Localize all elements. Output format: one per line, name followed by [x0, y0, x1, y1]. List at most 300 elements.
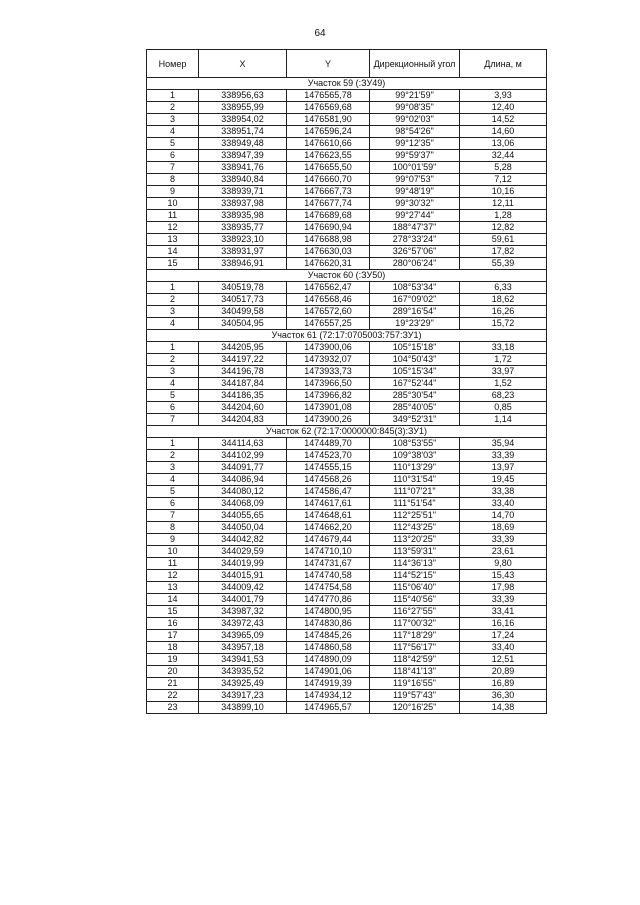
- cell-y: 1474679,44: [287, 534, 370, 546]
- header-x: X: [199, 50, 287, 78]
- cell-y: 1476630,03: [287, 246, 370, 258]
- table-row: [147, 462, 547, 474]
- table-row: [147, 678, 547, 690]
- cell-y: 1474662,20: [287, 522, 370, 534]
- cell-number: 15: [147, 258, 199, 270]
- table-row: [147, 390, 547, 402]
- cell-number: 2: [147, 354, 199, 366]
- cell-direction-angle: 99°07'53": [370, 174, 460, 186]
- cell-direction-angle: 117°56'17": [370, 642, 460, 654]
- cell-length: 35,94: [460, 438, 547, 450]
- cell-x: 338935,98: [199, 210, 287, 222]
- cell-number: 4: [147, 378, 199, 390]
- table-row: [147, 174, 547, 186]
- cell-x: 343917,23: [199, 690, 287, 702]
- cell-x: 344068,09: [199, 498, 287, 510]
- cell-x: 343925,49: [199, 678, 287, 690]
- cell-number: 5: [147, 486, 199, 498]
- cell-direction-angle: 285°40'05": [370, 402, 460, 414]
- header-direction-angle: Дирекционный угол: [370, 50, 460, 78]
- table-row: [147, 186, 547, 198]
- cell-y: 1476568,46: [287, 294, 370, 306]
- cell-length: 33,40: [460, 498, 547, 510]
- cell-length: 14,38: [460, 702, 547, 714]
- cell-direction-angle: 119°16'55": [370, 678, 460, 690]
- section-title: Участок 61 (72:17:0705003:757:ЗУ1): [147, 330, 547, 342]
- cell-length: 12,11: [460, 198, 547, 210]
- table-row: [147, 450, 547, 462]
- cell-number: 1: [147, 282, 199, 294]
- table-row: [147, 546, 547, 558]
- cell-direction-angle: 167°52'44": [370, 378, 460, 390]
- cell-x: 344055,65: [199, 510, 287, 522]
- cell-number: 1: [147, 438, 199, 450]
- section-title-row: [147, 270, 547, 282]
- section-title-row: [147, 330, 547, 342]
- table-row: [147, 654, 547, 666]
- cell-direction-angle: 278°33'24": [370, 234, 460, 246]
- cell-y: 1476690,94: [287, 222, 370, 234]
- cell-y: 1474800,95: [287, 606, 370, 618]
- cell-length: 33,39: [460, 450, 547, 462]
- cell-number: 6: [147, 150, 199, 162]
- cell-y: 1474860,58: [287, 642, 370, 654]
- cell-direction-angle: 99°12'35": [370, 138, 460, 150]
- cell-y: 1474523,70: [287, 450, 370, 462]
- cell-length: 19,45: [460, 474, 547, 486]
- cell-length: 1,52: [460, 378, 547, 390]
- cell-length: 16,16: [460, 618, 547, 630]
- cell-direction-angle: 105°15'34": [370, 366, 460, 378]
- cell-length: 33,39: [460, 534, 547, 546]
- cell-number: 17: [147, 630, 199, 642]
- section-title-row: [147, 78, 547, 90]
- cell-y: 1474830,86: [287, 618, 370, 630]
- cell-x: 338935,77: [199, 222, 287, 234]
- cell-direction-angle: 98°54'26": [370, 126, 460, 138]
- cell-direction-angle: 167°09'02": [370, 294, 460, 306]
- cell-number: 7: [147, 510, 199, 522]
- cell-number: 5: [147, 138, 199, 150]
- cell-direction-angle: 113°59'31": [370, 546, 460, 558]
- cell-x: 338941,76: [199, 162, 287, 174]
- cell-length: 17,98: [460, 582, 547, 594]
- cell-x: 344197,22: [199, 354, 287, 366]
- table-row: [147, 162, 547, 174]
- cell-length: 12,51: [460, 654, 547, 666]
- cell-number: 1: [147, 342, 199, 354]
- cell-direction-angle: 117°00'32": [370, 618, 460, 630]
- cell-number: 23: [147, 702, 199, 714]
- cell-direction-angle: 118°42'59": [370, 654, 460, 666]
- cell-direction-angle: 120°16'25": [370, 702, 460, 714]
- cell-x: 344015,91: [199, 570, 287, 582]
- cell-y: 1476689,68: [287, 210, 370, 222]
- cell-y: 1474648,61: [287, 510, 370, 522]
- cell-direction-angle: 112°43'25": [370, 522, 460, 534]
- cell-direction-angle: 110°13'29": [370, 462, 460, 474]
- cell-x: 338946,91: [199, 258, 287, 270]
- coordinates-table: [146, 49, 547, 714]
- cell-direction-angle: 326°57'06": [370, 246, 460, 258]
- table-row: [147, 630, 547, 642]
- cell-y: 1476610,66: [287, 138, 370, 150]
- table-row: [147, 486, 547, 498]
- cell-number: 3: [147, 462, 199, 474]
- cell-y: 1474586,47: [287, 486, 370, 498]
- cell-y: 1476572,60: [287, 306, 370, 318]
- cell-x: 340519,78: [199, 282, 287, 294]
- table-row: [147, 702, 547, 714]
- cell-direction-angle: 114°36'13": [370, 558, 460, 570]
- cell-y: 1473966,82: [287, 390, 370, 402]
- cell-length: 17,24: [460, 630, 547, 642]
- cell-y: 1474890,09: [287, 654, 370, 666]
- cell-x: 343965,09: [199, 630, 287, 642]
- cell-direction-angle: 112°25'51": [370, 510, 460, 522]
- table-row: [147, 126, 547, 138]
- cell-x: 338954,02: [199, 114, 287, 126]
- cell-x: 344091,77: [199, 462, 287, 474]
- cell-x: 338951,74: [199, 126, 287, 138]
- table-row: [147, 102, 547, 114]
- cell-number: 12: [147, 222, 199, 234]
- cell-number: 16: [147, 618, 199, 630]
- cell-x: 344050,04: [199, 522, 287, 534]
- cell-length: 0,85: [460, 402, 547, 414]
- cell-direction-angle: 99°30'32": [370, 198, 460, 210]
- cell-y: 1474934,12: [287, 690, 370, 702]
- cell-number: 4: [147, 126, 199, 138]
- cell-length: 12,40: [460, 102, 547, 114]
- cell-number: 19: [147, 654, 199, 666]
- cell-y: 1474710,10: [287, 546, 370, 558]
- cell-length: 33,41: [460, 606, 547, 618]
- cell-x: 344114,63: [199, 438, 287, 450]
- cell-length: 16,26: [460, 306, 547, 318]
- table-row: [147, 438, 547, 450]
- table-row: [147, 582, 547, 594]
- cell-length: 9,80: [460, 558, 547, 570]
- cell-x: 344001,79: [199, 594, 287, 606]
- table-row: [147, 246, 547, 258]
- header-y: Y: [287, 50, 370, 78]
- cell-x: 343957,18: [199, 642, 287, 654]
- cell-direction-angle: 111°51'54": [370, 498, 460, 510]
- cell-number: 15: [147, 606, 199, 618]
- cell-length: 33,39: [460, 594, 547, 606]
- cell-length: 6,33: [460, 282, 547, 294]
- table-row: [147, 522, 547, 534]
- cell-number: 9: [147, 534, 199, 546]
- cell-length: 1,14: [460, 414, 547, 426]
- cell-x: 344086,94: [199, 474, 287, 486]
- cell-length: 59,61: [460, 234, 547, 246]
- table-row: [147, 342, 547, 354]
- cell-y: 1474901,06: [287, 666, 370, 678]
- cell-x: 338947,39: [199, 150, 287, 162]
- cell-y: 1474489,70: [287, 438, 370, 450]
- cell-y: 1476677,74: [287, 198, 370, 210]
- table-row: [147, 318, 547, 330]
- cell-length: 3,93: [460, 90, 547, 102]
- cell-number: 10: [147, 198, 199, 210]
- cell-number: 6: [147, 498, 199, 510]
- cell-length: 13,06: [460, 138, 547, 150]
- cell-length: 15,72: [460, 318, 547, 330]
- cell-direction-angle: 104°50'43": [370, 354, 460, 366]
- cell-number: 11: [147, 558, 199, 570]
- table-row: [147, 258, 547, 270]
- cell-x: 344080,12: [199, 486, 287, 498]
- section-title-row: [147, 426, 547, 438]
- cell-y: 1476581,90: [287, 114, 370, 126]
- cell-direction-angle: 111°07'21": [370, 486, 460, 498]
- cell-y: 1474770,86: [287, 594, 370, 606]
- cell-number: 7: [147, 414, 199, 426]
- cell-x: 338923,10: [199, 234, 287, 246]
- cell-number: 4: [147, 474, 199, 486]
- cell-number: 8: [147, 174, 199, 186]
- cell-length: 14,70: [460, 510, 547, 522]
- cell-direction-angle: 114°52'15": [370, 570, 460, 582]
- table-row: [147, 222, 547, 234]
- cell-y: 1473901,08: [287, 402, 370, 414]
- table-row: [147, 138, 547, 150]
- table-row: [147, 594, 547, 606]
- cell-x: 340517,73: [199, 294, 287, 306]
- cell-direction-angle: 99°21'59": [370, 90, 460, 102]
- cell-length: 33,18: [460, 342, 547, 354]
- cell-number: 13: [147, 234, 199, 246]
- cell-y: 1476562,47: [287, 282, 370, 294]
- table-row: [147, 306, 547, 318]
- cell-y: 1474731,67: [287, 558, 370, 570]
- cell-x: 338939,71: [199, 186, 287, 198]
- cell-length: 12,82: [460, 222, 547, 234]
- cell-number: 14: [147, 246, 199, 258]
- cell-number: 3: [147, 306, 199, 318]
- cell-direction-angle: 109°38'03": [370, 450, 460, 462]
- table-row: [147, 534, 547, 546]
- cell-length: 20,89: [460, 666, 547, 678]
- cell-number: 2: [147, 294, 199, 306]
- table-row: [147, 354, 547, 366]
- cell-direction-angle: 99°48'19": [370, 186, 460, 198]
- cell-y: 1476623,55: [287, 150, 370, 162]
- cell-y: 1474754,58: [287, 582, 370, 594]
- cell-number: 7: [147, 162, 199, 174]
- cell-number: 18: [147, 642, 199, 654]
- cell-y: 1473932,07: [287, 354, 370, 366]
- cell-length: 33,97: [460, 366, 547, 378]
- cell-direction-angle: 115°40'56": [370, 594, 460, 606]
- cell-number: 13: [147, 582, 199, 594]
- cell-direction-angle: 113°20'25": [370, 534, 460, 546]
- cell-direction-angle: 115°06'40": [370, 582, 460, 594]
- cell-length: 55,39: [460, 258, 547, 270]
- cell-direction-angle: 108°53'34": [370, 282, 460, 294]
- cell-length: 13,97: [460, 462, 547, 474]
- cell-number: 1: [147, 90, 199, 102]
- cell-x: 338937,98: [199, 198, 287, 210]
- table-row: [147, 606, 547, 618]
- header-length: Длина, м: [460, 50, 547, 78]
- cell-y: 1474740,58: [287, 570, 370, 582]
- cell-y: 1474919,39: [287, 678, 370, 690]
- cell-direction-angle: 349°52'31": [370, 414, 460, 426]
- section-title: Участок 59 (:ЗУ49): [147, 78, 547, 90]
- cell-x: 338931,97: [199, 246, 287, 258]
- table-row: [147, 90, 547, 102]
- cell-length: 1,28: [460, 210, 547, 222]
- table-row: [147, 282, 547, 294]
- cell-y: 1474555,15: [287, 462, 370, 474]
- cell-number: 10: [147, 546, 199, 558]
- cell-direction-angle: 285°30'54": [370, 390, 460, 402]
- cell-y: 1474617,61: [287, 498, 370, 510]
- cell-length: 1,72: [460, 354, 547, 366]
- cell-length: 33,38: [460, 486, 547, 498]
- cell-number: 9: [147, 186, 199, 198]
- cell-number: 8: [147, 522, 199, 534]
- cell-length: 14,52: [460, 114, 547, 126]
- cell-direction-angle: 100°01'59": [370, 162, 460, 174]
- cell-direction-angle: 99°08'35": [370, 102, 460, 114]
- table-row: [147, 474, 547, 486]
- cell-number: 20: [147, 666, 199, 678]
- cell-y: 1476569,68: [287, 102, 370, 114]
- table-row: [147, 378, 547, 390]
- cell-y: 1474965,57: [287, 702, 370, 714]
- table-row: [147, 558, 547, 570]
- cell-y: 1476596,24: [287, 126, 370, 138]
- cell-x: 338940,84: [199, 174, 287, 186]
- cell-number: 21: [147, 678, 199, 690]
- cell-direction-angle: 108°53'55": [370, 438, 460, 450]
- cell-direction-angle: 116°27'55": [370, 606, 460, 618]
- table-row: [147, 210, 547, 222]
- cell-direction-angle: 118°41'13": [370, 666, 460, 678]
- cell-y: 1474845,26: [287, 630, 370, 642]
- cell-y: 1476557,25: [287, 318, 370, 330]
- cell-x: 344019,99: [199, 558, 287, 570]
- cell-direction-angle: 105°15'18": [370, 342, 460, 354]
- cell-x: 343935,52: [199, 666, 287, 678]
- section-title: Участок 62 (72:17:0000000:845(3):ЗУ1): [147, 426, 547, 438]
- cell-x: 344029,59: [199, 546, 287, 558]
- cell-x: 344042,82: [199, 534, 287, 546]
- section-title: Участок 60 (:ЗУ50): [147, 270, 547, 282]
- cell-y: 1476620,31: [287, 258, 370, 270]
- cell-x: 344186,35: [199, 390, 287, 402]
- cell-y: 1476655,50: [287, 162, 370, 174]
- cell-x: 344204,60: [199, 402, 287, 414]
- cell-direction-angle: 117°18'29": [370, 630, 460, 642]
- cell-number: 6: [147, 402, 199, 414]
- cell-direction-angle: 19°23'29": [370, 318, 460, 330]
- table-row: [147, 114, 547, 126]
- cell-y: 1474568,26: [287, 474, 370, 486]
- cell-x: 344196,78: [199, 366, 287, 378]
- cell-length: 23,61: [460, 546, 547, 558]
- cell-length: 16,89: [460, 678, 547, 690]
- cell-number: 3: [147, 366, 199, 378]
- cell-length: 33,40: [460, 642, 547, 654]
- table-row: [147, 498, 547, 510]
- cell-x: 344102,99: [199, 450, 287, 462]
- table-row: [147, 510, 547, 522]
- cell-length: 18,69: [460, 522, 547, 534]
- cell-length: 17,82: [460, 246, 547, 258]
- cell-direction-angle: 280°06'24": [370, 258, 460, 270]
- page-number: 64: [314, 28, 326, 39]
- cell-y: 1476660,70: [287, 174, 370, 186]
- cell-x: 344205,95: [199, 342, 287, 354]
- cell-number: 2: [147, 450, 199, 462]
- table-row: [147, 366, 547, 378]
- cell-number: 2: [147, 102, 199, 114]
- table-row: [147, 150, 547, 162]
- table-row: [147, 690, 547, 702]
- cell-x: 340504,95: [199, 318, 287, 330]
- cell-direction-angle: 99°59'37": [370, 150, 460, 162]
- table-row: [147, 294, 547, 306]
- table-row: [147, 198, 547, 210]
- cell-direction-angle: 188°47'37": [370, 222, 460, 234]
- cell-y: 1473900,06: [287, 342, 370, 354]
- cell-direction-angle: 99°02'03": [370, 114, 460, 126]
- cell-y: 1473966,50: [287, 378, 370, 390]
- table-header-row: [147, 50, 547, 78]
- cell-x: 343899,10: [199, 702, 287, 714]
- table-row: [147, 642, 547, 654]
- cell-direction-angle: 119°57'43": [370, 690, 460, 702]
- cell-length: 5,28: [460, 162, 547, 174]
- cell-x: 343987,32: [199, 606, 287, 618]
- cell-number: 3: [147, 114, 199, 126]
- cell-number: 12: [147, 570, 199, 582]
- cell-direction-angle: 289°16'54": [370, 306, 460, 318]
- cell-number: 5: [147, 390, 199, 402]
- table-row: [147, 414, 547, 426]
- cell-x: 344204,83: [199, 414, 287, 426]
- cell-length: 7,12: [460, 174, 547, 186]
- table-row: [147, 666, 547, 678]
- cell-number: 14: [147, 594, 199, 606]
- cell-number: 4: [147, 318, 199, 330]
- cell-y: 1476688,98: [287, 234, 370, 246]
- cell-x: 338955,99: [199, 102, 287, 114]
- cell-length: 15,43: [460, 570, 547, 582]
- cell-x: 343941,53: [199, 654, 287, 666]
- cell-length: 36,30: [460, 690, 547, 702]
- cell-x: 338956,63: [199, 90, 287, 102]
- cell-y: 1476565,78: [287, 90, 370, 102]
- cell-x: 344187,84: [199, 378, 287, 390]
- cell-x: 343972,43: [199, 618, 287, 630]
- cell-length: 68,23: [460, 390, 547, 402]
- cell-x: 344009,42: [199, 582, 287, 594]
- cell-number: 22: [147, 690, 199, 702]
- table-row: [147, 570, 547, 582]
- table-row: [147, 402, 547, 414]
- cell-length: 18,62: [460, 294, 547, 306]
- cell-number: 11: [147, 210, 199, 222]
- table-row: [147, 618, 547, 630]
- cell-length: 32,44: [460, 150, 547, 162]
- cell-direction-angle: 110°31'54": [370, 474, 460, 486]
